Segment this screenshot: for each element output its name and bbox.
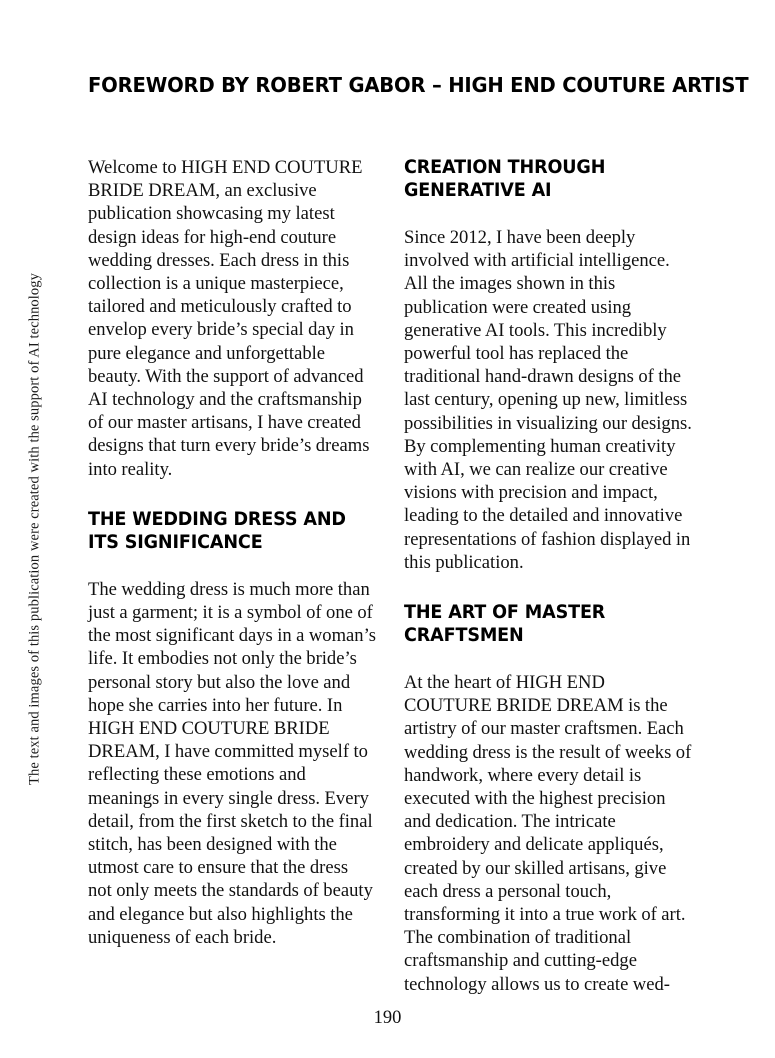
side-note-margin — [0, 0, 70, 1058]
page-title: FOREWORD BY ROBERT GABOR – HIGH END COUTURE ARTIST — [88, 73, 749, 97]
ai-disclosure-side-note: The text and images of this publication were created with the support of AI technology — [26, 273, 43, 785]
left-paragraph-1: Welcome to HIGH END COUTURE BRIDE DREAM, an exclusive publication showcasing my latest design ideas for high-end couture wedding dresses. Each dress in this collection is a unique masterpiece, tailored and meticulously crafted to envelop every bride’s special day in pure elegance and unforgettable beauty. With the support of advanced AI technology and the craftsmanship of our master artisans, I have created designs that turn every bride’s dreams into reality. — [88, 157, 370, 480]
left-paragraph-2: The wedding dress is much more than just a garment; it is a symbol of one of the most significant days in a woman’s life. It embodies not only the bride’s personal story but also the love and hope she carries into her future. In HIGH END COUTURE BRIDE DREAM, I have committed myself to reflecting these emotions and meanings in every single dress. Every detail, from the first sketch to the final stitch, has been designed with the utmost care to ensure that the dress not only meets the standards of beauty and elegance but also highlights the uniqueness of each bride. — [88, 578, 376, 948]
two-column-layout — [88, 156, 692, 996]
right-section-heading-generative-ai: CREATION THROUGH GENERATIVE AI — [404, 157, 606, 201]
left-column — [88, 156, 376, 949]
right-column — [404, 156, 692, 996]
right-paragraph-1: Since 2012, I have been deeply involved with artificial intelligence. All the images shown in this publication were created using generative AI tools. This incredibly powerful tool has replaced the traditional hand-drawn designs of the last century, opening up new, limitless possibilities in visualizing our designs. By complementing human creativity with AI, we can realize our creative visions with precision and impact, leading to the detailed and innovative representations of fashion displayed in this publication. — [404, 227, 692, 573]
page-number: 190 — [373, 1008, 402, 1028]
left-section-heading-wedding-dress: THE WEDDING DRESS AND ITS SIGNIFICANCE — [88, 508, 346, 553]
right-paragraph-2: At the heart of HIGH END COUTURE BRIDE DREAM is the artistry of our master craftsmen. Each wedding dress is the result of weeks of handwork, where every detail is executed with the highest precision and dedication. The intricate embroidery and delicate appliqués, created by our skilled artisans, give each dress a personal touch, transforming it into a true work of art. The combination of traditional craftsmanship and cutting-edge technology allows us to create wed- — [404, 672, 692, 995]
page-content — [88, 72, 749, 996]
right-section-heading-master-craftsmen: THE ART OF MASTER CRAFTSMEN — [404, 602, 606, 647]
